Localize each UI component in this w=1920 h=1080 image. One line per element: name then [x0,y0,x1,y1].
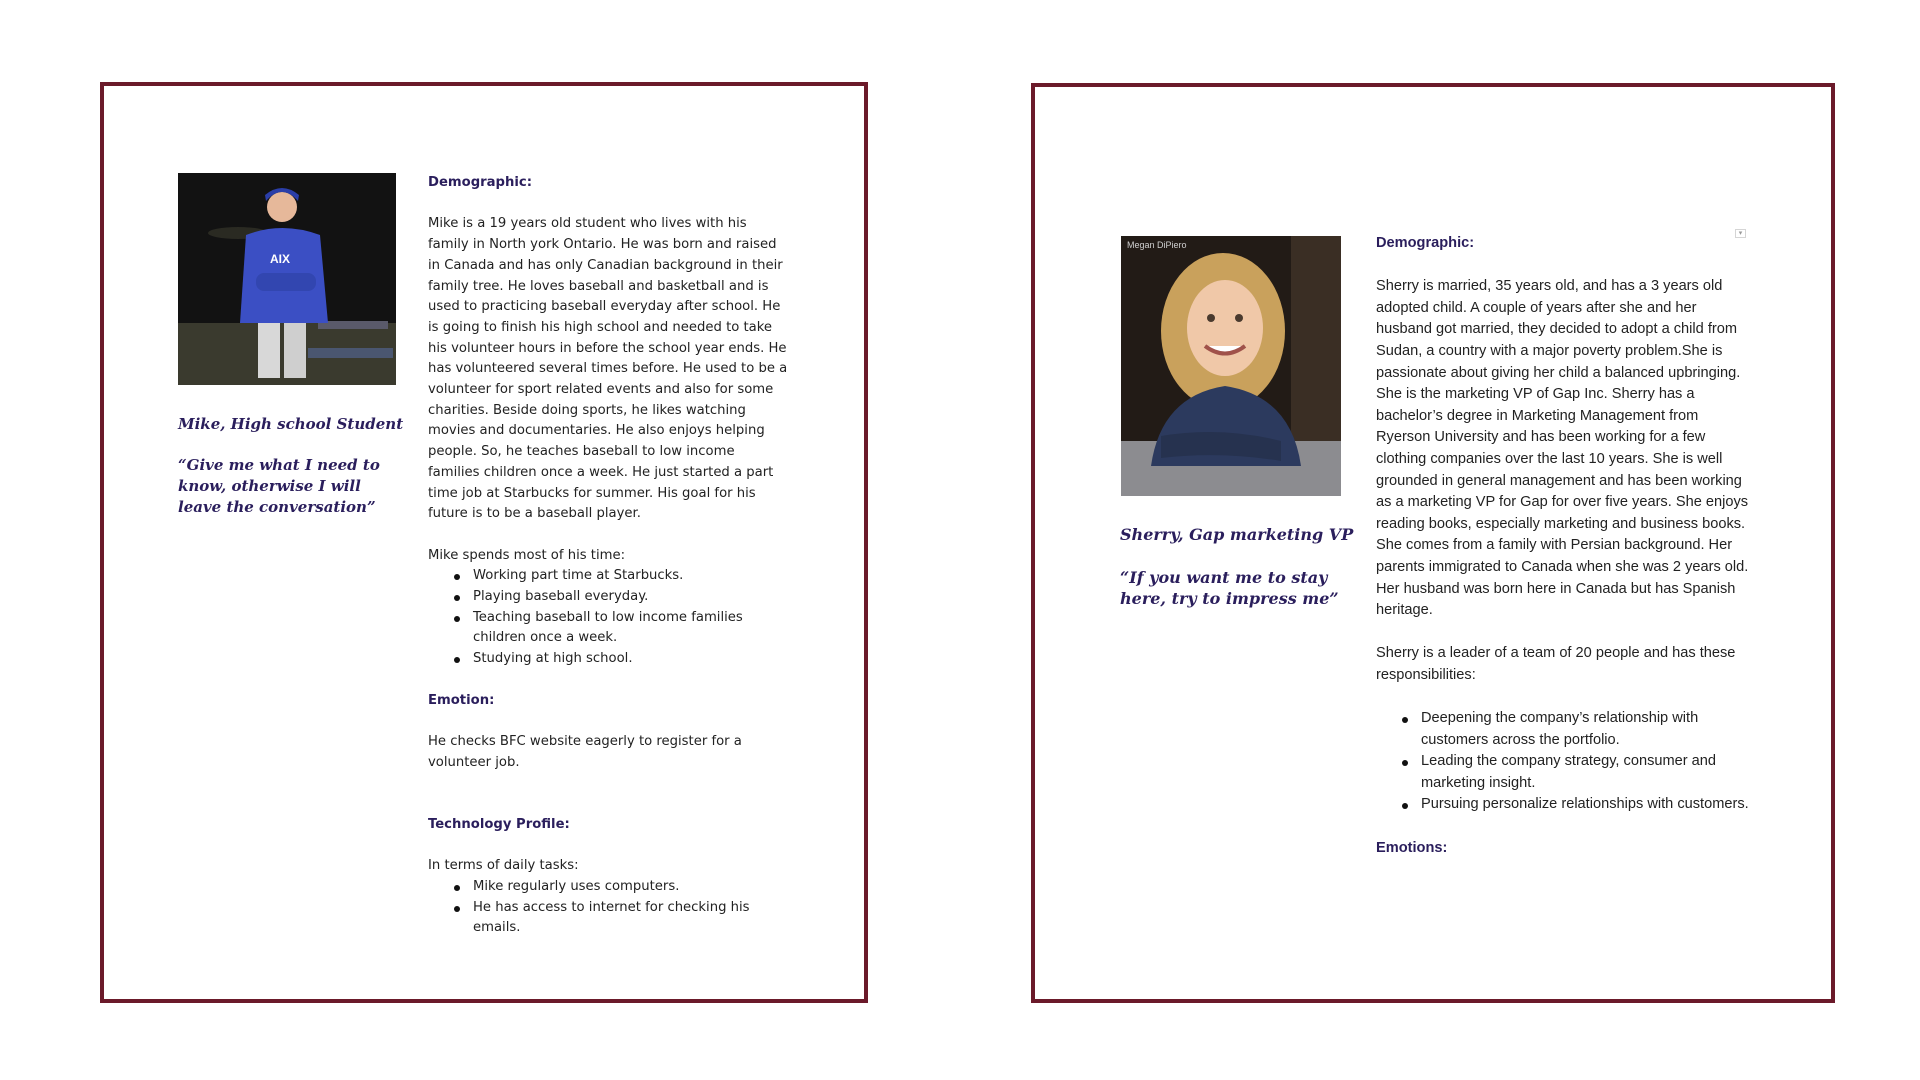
demographic-text: Mike is a 19 years old student who lives with his family in North york Ontario. He was born and raised in Canada and has only Canadian background in their family tree. He loves baseball and basketball and is used to practicing baseball everyday after school. He is going to finish his high school and needed to take his volunteer hours in before the school year ends. He has volunteered several times before. He used to be a volunteer for sport related events and also for some charities. Beside doing sports, he likes watching movies and documentaries. He also enjoys helping people. So, he teaches baseball to low income families children once a week. He just started a part time job at Starbucks for summer. His goal for his future is to be a baseball player. [428,216,788,522]
emotion-heading: Emotion: [428,692,495,708]
persona-page-mike [100,82,868,1003]
list-item: Deepening the company’s relationship with customers across the portfolio. [1421,708,1756,751]
persona-quote: “Give me what I need to know, otherwise I will leave the conversation” [178,456,380,516]
team-text: Sherry is a leader of a team of 20 people and has these responsibilities: [1376,645,1736,683]
svg-text:Megan DiPiero: Megan DiPiero [1127,240,1187,250]
demographic-heading: Demographic: [428,175,532,190]
time-list [428,566,788,670]
list-item: Studying at high school. [473,649,788,670]
background-text: She comes from a family with Persian background. Her parents immigrated to Canada when she was 2 years old. Her husband was born here in Canada but has Spanish heritage. [1376,537,1749,619]
persona-details [1376,233,1756,859]
time-intro: Mike spends most of his time: [428,547,626,563]
emotions-heading: Emotions: [1376,839,1448,856]
demographic-text: Sherry is married, 35 years old, and has a 3 years old adopted child. A couple of years after she and her husband got married, they decided to adopt a child from Sudan, a country with a major poverty problem.She is passionate about giving her child a balanced upbringing. She is the marketing VP of Gap Inc. Sherry has a bachelor’s degree in Marketing Management from Ryerson University and has been working for a few clothing companies over the last 10 years. She is well grounded in general management and has been working as a marketing VP for Gap for over five years. She enjoys reading books, especially marketing and business books. [1376,278,1749,532]
tech-list [428,877,788,939]
persona-name: Sherry, Gap marketing VP [1120,525,1354,544]
persona-name: Mike, High school Student [178,415,404,433]
sherry-photo [1121,236,1341,496]
demographic-heading: Demographic: [1376,235,1475,251]
list-item: Teaching baseball to low income families children once a week. [473,608,788,649]
list-item: Playing baseball everyday. [473,587,788,608]
svg-text:AIX: AIX [270,252,291,266]
list-item: Pursuing personalize relationships with customers. [1421,794,1756,816]
list-item: Working part time at Starbucks. [473,566,788,587]
list-item: Mike regularly uses computers. [473,877,788,898]
person-photo-icon [178,173,396,385]
emotion-text: He checks BFC website eagerly to register for a volunteer job. [428,733,742,770]
mike-photo [178,173,396,385]
person-photo-icon [1121,236,1341,496]
tech-intro: In terms of daily tasks: [428,858,579,874]
persona-page-sherry [1031,83,1835,1003]
list-item: He has access to internet for checking his emails. [473,898,788,939]
list-item: Leading the company strategy, consumer and marketing insight. [1421,751,1756,794]
persona-details [428,173,788,939]
responsibilities-list [1376,708,1756,816]
collapse-icon[interactable]: ▾ [1735,229,1746,238]
technology-heading: Technology Profile: [428,816,570,832]
persona-quote: “If you want me to stay here, try to impress me” [1120,568,1339,608]
